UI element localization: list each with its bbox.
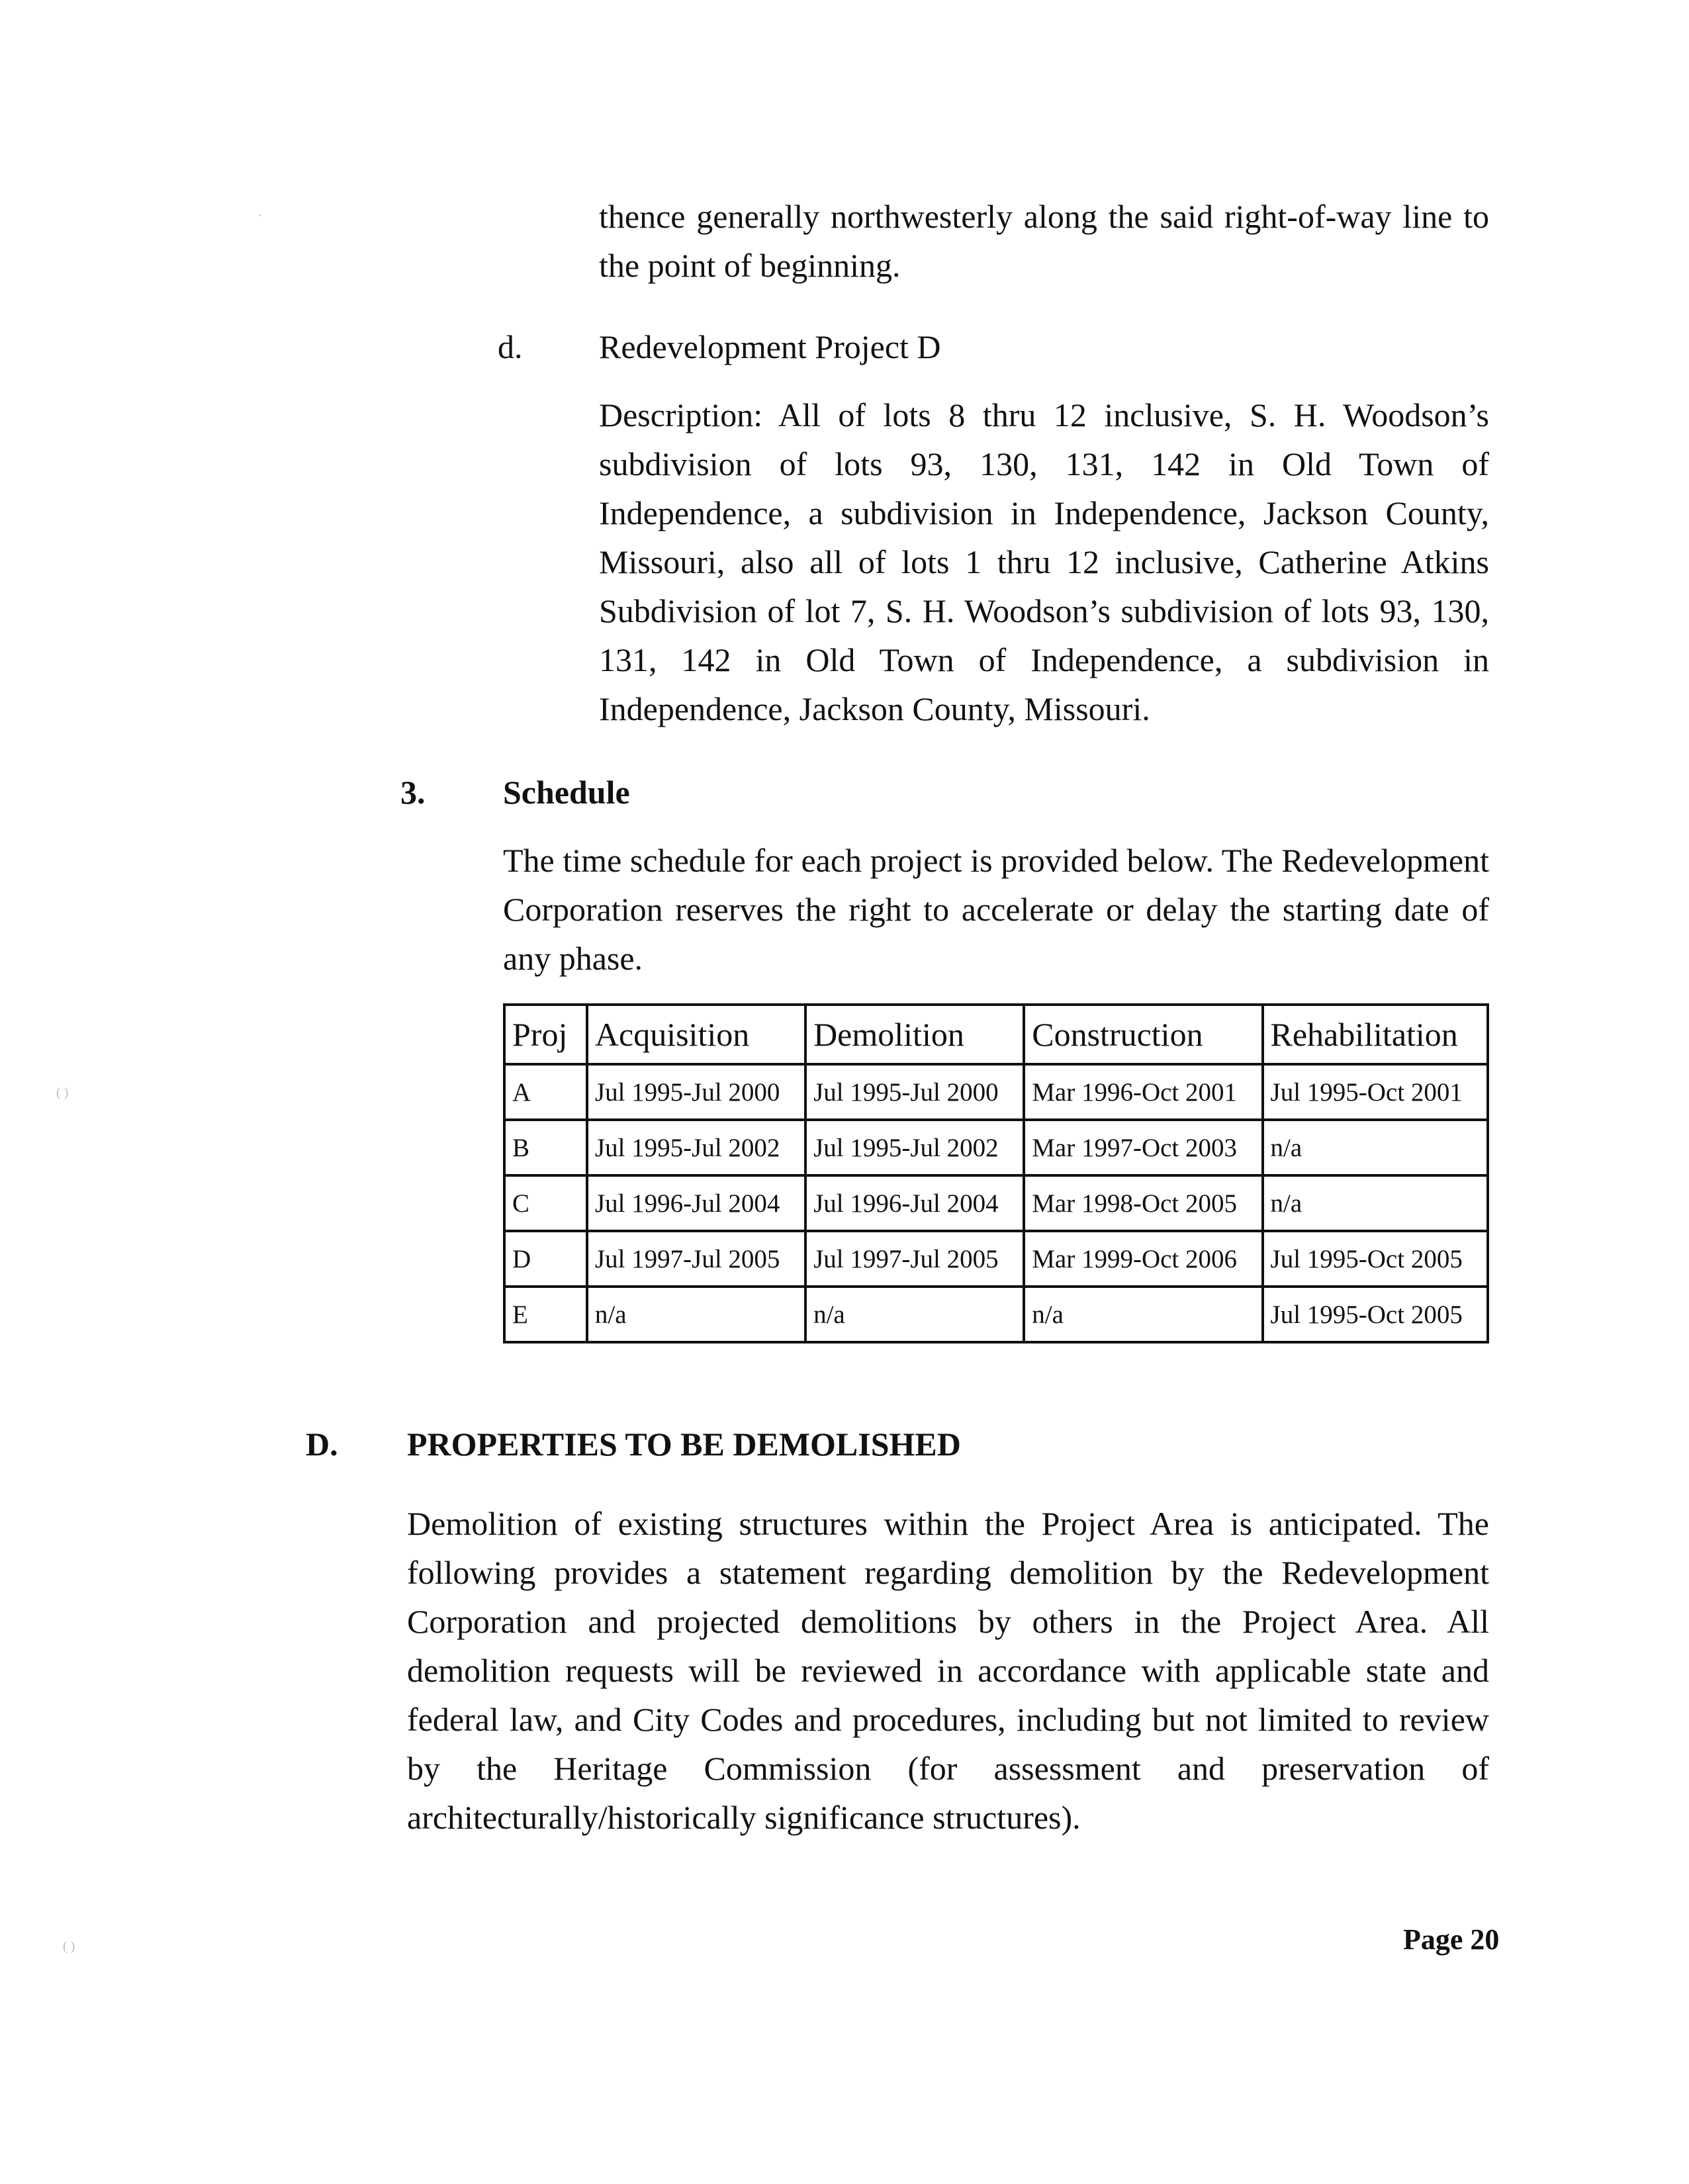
header-proj: Proj <box>504 1005 587 1064</box>
cell-rehabilitation: n/a <box>1263 1120 1488 1175</box>
cell-demolition: n/a <box>805 1287 1024 1342</box>
cell-proj: C <box>504 1175 587 1231</box>
table-row <box>504 1287 1488 1342</box>
cell-rehabilitation: Jul 1995-Oct 2005 <box>1263 1287 1488 1342</box>
table-row <box>504 1175 1488 1231</box>
section-3-number: 3. <box>400 774 426 811</box>
item-d-title: Redevelopment Project D <box>599 328 941 365</box>
header-demolition: Demolition <box>805 1005 1024 1064</box>
cell-proj: E <box>504 1287 587 1342</box>
cell-rehabilitation: n/a <box>1263 1175 1488 1231</box>
item-d-label: d. <box>498 328 523 365</box>
cell-construction: Mar 1996-Oct 2001 <box>1024 1064 1262 1120</box>
header-construction: Construction <box>1024 1005 1262 1064</box>
cell-construction: Mar 1998-Oct 2005 <box>1024 1175 1262 1231</box>
cell-acquisition: n/a <box>587 1287 805 1342</box>
demolition-paragraph: Demolition of existing structures within the Project Area is anticipated. The following provides a statement regarding demolition by the Redevelopment Corporation and projected demolitions by others in the Project Area. All demolition requests will be reviewed in accordance with applicable state and federal law, and City Codes and procedures, including but not limited to review by the Heritage Commission (for assessment and preservation of architecturally/historically significance structures). <box>407 1505 1489 1836</box>
table-row <box>504 1120 1488 1175</box>
header-acquisition: Acquisition <box>587 1005 805 1064</box>
scan-speck: · <box>258 208 263 223</box>
schedule-intro-paragraph: The time schedule for each project is provided below. The Redevelopment Corporation reserves the right to accelerate or delay the starting date of any phase. <box>503 842 1489 977</box>
cell-demolition: Jul 1995-Jul 2002 <box>805 1120 1024 1175</box>
cell-acquisition: Jul 1996-Jul 2004 <box>587 1175 805 1231</box>
table-row <box>504 1231 1488 1287</box>
cell-proj: D <box>504 1231 587 1287</box>
cell-rehabilitation: Jul 1995-Oct 2001 <box>1263 1064 1488 1120</box>
cell-rehabilitation: Jul 1995-Oct 2005 <box>1263 1231 1488 1287</box>
item-d-description: Description: All of lots 8 thru 12 inclusive, S. H. Woodson’s subdivision of lots 93, 130, 131, 142 in Old Town of Independence, a subdivision in Independence, Jackson County, Missouri, also all of lots 1 thru 12 inclusive, Catherine Atkins Subdivision of lot 7, S. H. Woodson’s subdivision of lots 93, 130, 131, 142 in Old Town of Independence, a subdivision in Independence, Jackson County, Missouri. <box>599 396 1489 727</box>
table-header-row <box>504 1005 1488 1064</box>
continuation-paragraph: thence generally northwesterly along the said right-of-way line to the point of beginning. <box>599 198 1489 284</box>
cell-construction: n/a <box>1024 1287 1262 1342</box>
cell-acquisition: Jul 1995-Jul 2000 <box>587 1064 805 1120</box>
schedule-table <box>503 1003 1489 1343</box>
scan-speck: ( ) <box>56 1085 69 1100</box>
cell-acquisition: Jul 1997-Jul 2005 <box>587 1231 805 1287</box>
section-d-letter: D. <box>306 1426 338 1463</box>
scan-speck: ( ) <box>63 1939 75 1954</box>
cell-construction: Mar 1999-Oct 2006 <box>1024 1231 1262 1287</box>
table-row <box>504 1064 1488 1120</box>
section-3-heading: Schedule <box>503 774 630 811</box>
cell-demolition: Jul 1997-Jul 2005 <box>805 1231 1024 1287</box>
cell-demolition: Jul 1995-Jul 2000 <box>805 1064 1024 1120</box>
cell-demolition: Jul 1996-Jul 2004 <box>805 1175 1024 1231</box>
page-number: Page 20 <box>1403 1923 1500 1956</box>
header-rehabilitation: Rehabilitation <box>1263 1005 1488 1064</box>
cell-construction: Mar 1997-Oct 2003 <box>1024 1120 1262 1175</box>
section-d-heading: PROPERTIES TO BE DEMOLISHED <box>407 1426 961 1463</box>
cell-acquisition: Jul 1995-Jul 2002 <box>587 1120 805 1175</box>
cell-proj: B <box>504 1120 587 1175</box>
cell-proj: A <box>504 1064 587 1120</box>
